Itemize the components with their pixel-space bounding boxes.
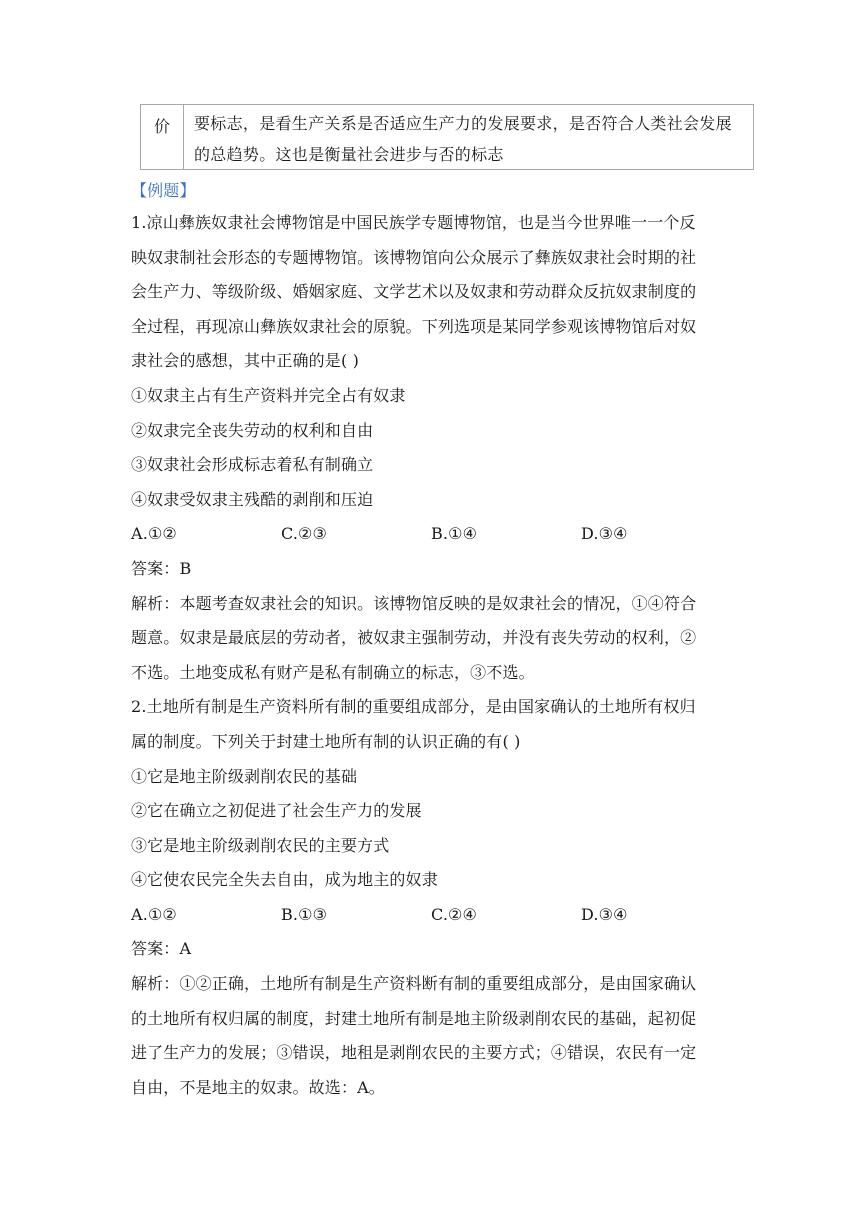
statement: ②奴隶完全丧失劳动的权利和自由 (131, 420, 374, 440)
statement: ①奴隶主占有生产资料并完全占有奴隶 (131, 385, 406, 405)
question-1 (131, 206, 751, 690)
question-line: 全过程，再现凉山彝族奴隶社会的原貌。下列选项是某同学参观该博物馆后对奴 (131, 316, 697, 336)
table-text-cell: 要标志，是看生产关系是否适应生产力的发展要求，是否符合人类社会发展的总趋势。这也是衡量社会进步与否的标志 (194, 114, 732, 164)
choice: A.①② (131, 904, 177, 924)
answer: 答案：B (131, 558, 192, 578)
question-line: 会生产力、等级阶级、婚姻家庭、文学艺术以及奴隶和劳动群众反抗奴隶制度的 (131, 282, 697, 302)
analysis-line: 解析：本题考查奴隶社会的知识。该博物馆反映的是奴隶社会的情况，①④符合 (131, 593, 697, 613)
statement: ④奴隶受奴隶主残酷的剥削和压迫 (131, 489, 374, 509)
question-line: 属的制度。下列关于封建土地所有制的认识正确的有( ) (131, 731, 521, 751)
statement: ③它是地主阶级剥削农民的主要方式 (131, 835, 390, 855)
answer: 答案：A (131, 939, 192, 959)
statement: ②它在确立之初促进了社会生产力的发展 (131, 801, 422, 821)
statement: ③奴隶社会形成标志着私有制确立 (131, 455, 374, 475)
question-2 (131, 690, 751, 1105)
continuation-table (140, 104, 754, 170)
analysis-line: 不选。土地变成私有财产是私有制确立的标志，③不选。 (131, 662, 535, 682)
question-line: 2.土地所有制是生产资料所有制的重要组成部分，是由国家确认的土地所有权归 (131, 697, 696, 717)
statement: ④它使农民完全失去自由，成为地主的奴隶 (131, 870, 438, 890)
question-line: 映奴隶制社会形态的专题博物馆。该博物馆向公众展示了彝族奴隶社会时期的社 (131, 247, 697, 267)
answer-choices (131, 517, 751, 552)
choice: C.②④ (431, 904, 478, 924)
main-content (131, 176, 751, 1105)
table-label-cell: 价 (141, 105, 184, 169)
choice: D.③④ (581, 524, 628, 544)
analysis-line: 的土地所有权归属的制度，封建土地所有制是地主阶级剥削农民的基础，起初促 (131, 1008, 697, 1028)
choice: B.①③ (281, 904, 328, 924)
choice: D.③④ (581, 904, 628, 924)
analysis-line: 题意。奴隶是最底层的劳动者，被奴隶主强制劳动，并没有丧失劳动的权利，② (131, 628, 697, 648)
answer-choices (131, 898, 751, 933)
choice: A.①② (131, 524, 177, 544)
question-line: 1.凉山彝族奴隶社会博物馆是中国民族学专题博物馆，也是当今世界唯一一个反 (131, 213, 696, 232)
question-line: 隶社会的感想，其中正确的是( ) (131, 351, 359, 371)
choice: C.②③ (281, 524, 328, 544)
analysis-line: 自由，不是地主的奴隶。故选：A。 (131, 1077, 385, 1097)
analysis-line: 进了生产力的发展；③错误，地租是剥削农民的主要方式；④错误，农民有一定 (131, 1043, 697, 1063)
choice: B.①④ (431, 524, 478, 544)
section-heading: 【例题】 (131, 181, 196, 200)
analysis-line: 解析：①②正确，土地所有制是生产资料断有制的重要组成部分，是由国家确认 (131, 974, 697, 994)
statement: ①它是地主阶级剥削农民的基础 (131, 766, 358, 786)
